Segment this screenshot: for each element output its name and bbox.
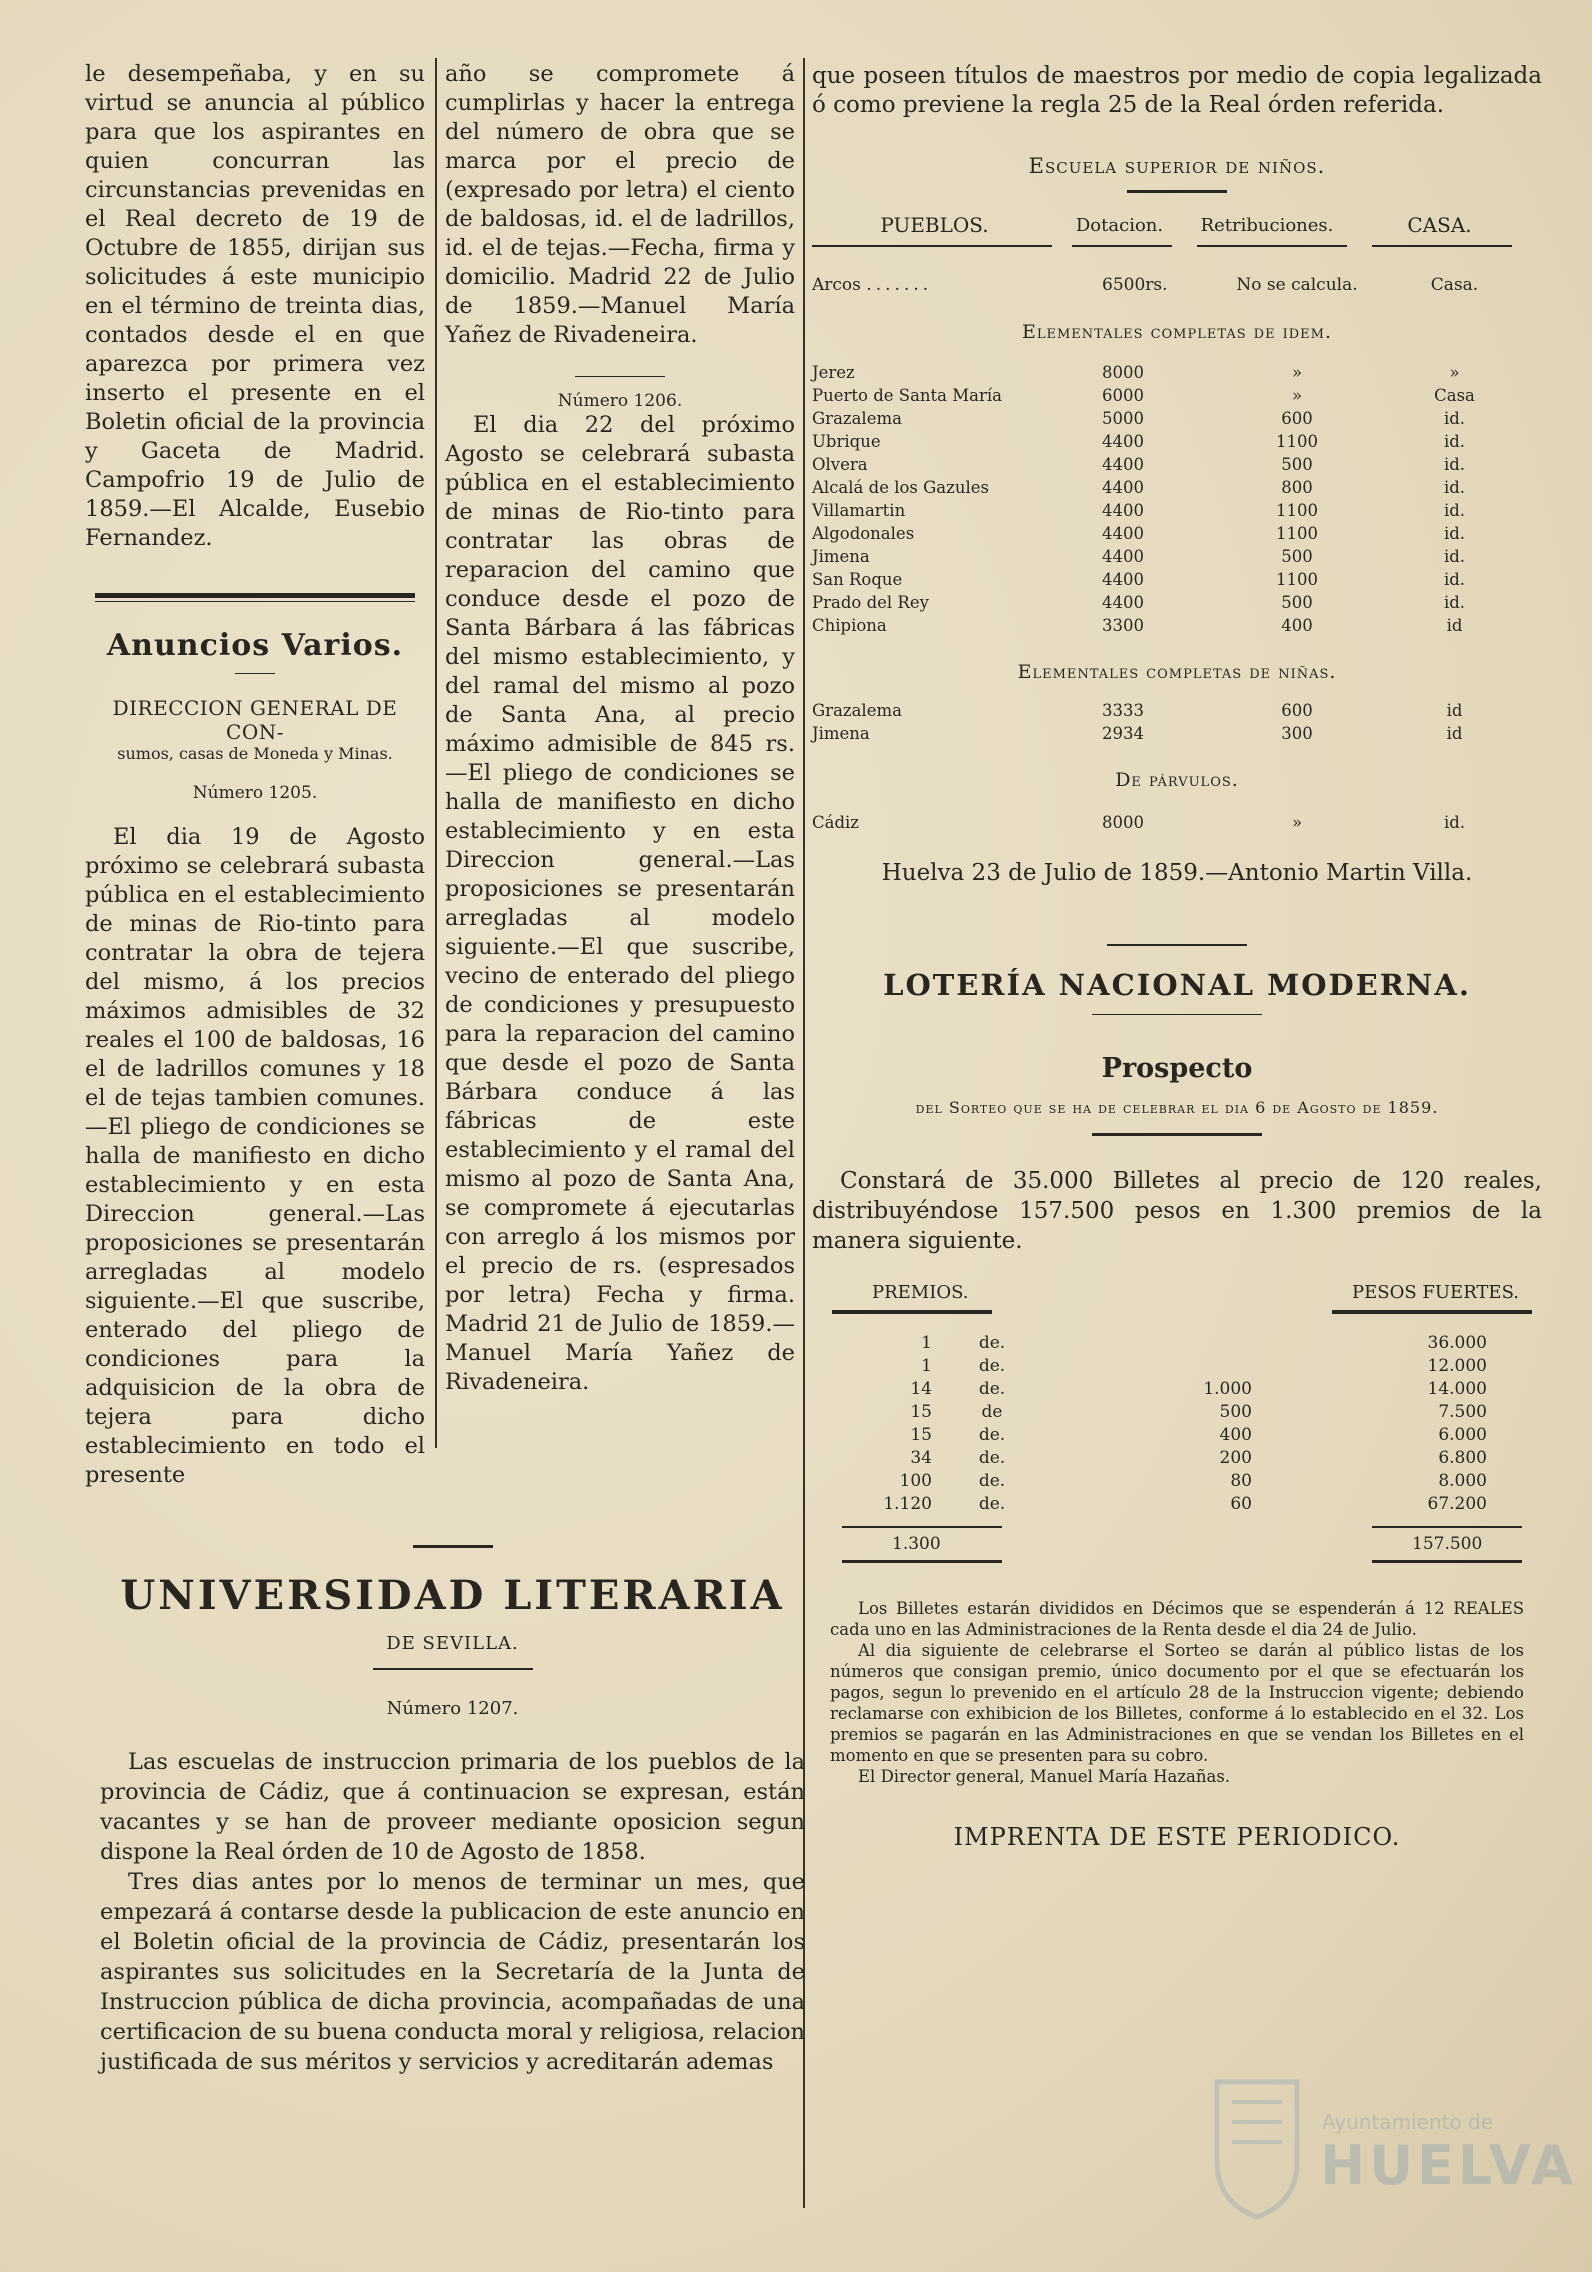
escuela-superior-title: Escuela superior de niños. xyxy=(1028,154,1326,178)
tejera-notice: El dia 19 de Agosto próximo se celebrará subasta pública en el establecimiento de minas de Rio-tinto para contratar la obra de tejera del mismo, á los precios máximos admisibles de 32 reales el 100 de baldosas, 16 el de ladrillos comunes y 18 el de tejas tambien comunes.—El pliego de condiciones se halla de manifiesto en dicho establecimiento y en esta Direccion general.—Las proposiciones se presentarán arregladas al modelo siguiente.—El que suscribe, enterado del pliego de condiciones para la adquisicion de la obra de tejera para dicho establecimiento en todo el presente xyxy=(85,824,425,1488)
premio-amount: 200 xyxy=(1219,1448,1252,1468)
table-row xyxy=(812,522,1527,545)
premio-count: 15 xyxy=(910,1425,932,1445)
total-pesos: 157.500 xyxy=(1412,1534,1483,1554)
dotacion-value: 4400 xyxy=(1102,570,1144,589)
table-row xyxy=(812,591,1527,614)
premios-headers xyxy=(812,1276,1542,1316)
dotacion-value: 4400 xyxy=(1102,478,1144,497)
escuelas-table-header xyxy=(812,213,1527,237)
premio-total: 14.000 xyxy=(1427,1379,1487,1399)
pueblo-name: Arcos xyxy=(812,275,861,295)
premio-de: de. xyxy=(978,1448,1006,1468)
premio-amount: 400 xyxy=(1219,1425,1252,1445)
premio-de: de. xyxy=(978,1333,1006,1353)
premio-de: de. xyxy=(978,1425,1006,1445)
parvulos-title: De párvulos. xyxy=(1115,769,1239,791)
premio-total: 36.000 xyxy=(1427,1333,1487,1353)
premio-total: 7.500 xyxy=(1438,1402,1487,1422)
superior-table xyxy=(812,275,1527,295)
table-row xyxy=(812,407,1527,430)
universidad-rule xyxy=(373,1668,533,1670)
pueblo-name: Villamartin xyxy=(812,501,906,520)
column-2 xyxy=(445,60,795,1397)
premio-amount: 80 xyxy=(1230,1471,1252,1491)
pueblo-name: Cádiz xyxy=(812,813,859,832)
pueblo-name: Grazalema xyxy=(812,409,902,428)
casa-value: id. xyxy=(1443,455,1466,474)
premio-de: de xyxy=(981,1402,1003,1422)
premio-count: 1 xyxy=(921,1356,932,1376)
numero-1207: Número 1207. xyxy=(386,1698,519,1719)
table-row xyxy=(812,1378,1527,1401)
casa-value: id. xyxy=(1443,432,1466,451)
casa-value: id. xyxy=(1443,813,1466,832)
loteria-notes xyxy=(812,1598,1542,1787)
table-row xyxy=(812,614,1527,637)
pueblo-name: Ubrique xyxy=(812,432,881,451)
dotacion-value: 2934 xyxy=(1102,724,1144,743)
casa-value: id. xyxy=(1443,593,1466,612)
premio-de: de. xyxy=(978,1471,1006,1491)
table-row xyxy=(812,1493,1527,1516)
premio-total: 6.000 xyxy=(1438,1425,1487,1445)
watermark-line1: Ayuntamiento de xyxy=(1322,2110,1494,2134)
premio-amount: 60 xyxy=(1230,1494,1252,1514)
billetes-note: Los Billetes estarán divididos en Décimos que se espenderán á 12 REALES cada uno en las Administraciones de la Renta desde el dia 24 de Julio. xyxy=(830,1599,1524,1639)
retribucion-value: 1100 xyxy=(1276,501,1318,520)
casa-value: id. xyxy=(1443,570,1466,589)
casa-value: id. xyxy=(1443,547,1466,566)
universidad-ornament xyxy=(413,1545,493,1548)
premios-totals xyxy=(812,1526,1542,1566)
header-casa: CASA. xyxy=(1407,213,1472,237)
table-row xyxy=(812,384,1527,407)
casa-value: Casa. xyxy=(1430,275,1479,295)
premio-total: 67.200 xyxy=(1427,1494,1487,1514)
pueblo-name: San Roque xyxy=(812,570,903,589)
premio-amount: 1.000 xyxy=(1203,1379,1252,1399)
table-row xyxy=(812,430,1527,453)
header-rules xyxy=(812,237,1542,257)
huelva-signature: Huelva 23 de Julio de 1859.—Antonio Martin Villa. xyxy=(881,860,1473,886)
notice-divider xyxy=(575,376,665,377)
casa-value: Casa xyxy=(1434,386,1475,405)
shield-icon xyxy=(1202,2072,1312,2222)
table-row xyxy=(812,1424,1527,1447)
total-premios: 1.300 xyxy=(892,1534,941,1554)
premio-de: de. xyxy=(978,1356,1006,1376)
pueblo-name: Algodonales xyxy=(812,524,915,543)
escuelas-notice: Las escuelas de instruccion primaria de los pueblos de la provincia de Cádiz, que á continuacion se expresan, están vacantes y se han de proveer mediante oposicion segun dispone la Real órden de 10 de Agosto de 1858. xyxy=(100,1749,805,1865)
pueblo-name: Olvera xyxy=(812,455,868,474)
camino-notice: El dia 22 del próximo Agosto se celebrará subasta pública en el establecimiento de minas de Rio-tinto para contratar las obras de reparacion del camino que conduce desde el pozo de Santa Bárbara á las fábricas del mismo establecimiento, y del ramal del mismo al pozo de Santa Ana, al precio máximo admisible de 845 rs.—El pliego de condiciones se halla de manifiesto en dicho establecimiento y en esta Direccion general.—Las proposiciones se presentarán arregladas al modelo siguiente.—El que suscribe, vecino de enterado del pliego de condiciones y presupuesto para la reparacion del camino que desde el pozo de Santa Bárbara conduce á las fábricas de este establecimiento y el ramal del mismo al pozo de Santa Ana, se compromete á ejecutarlas con arreglo á los mismos por el precio de rs. (espresados por letra) Fecha y firma. Madrid 21 de Julio de 1859.—Manuel María Yañez de Rivadeneira. xyxy=(445,412,795,1395)
dotacion-value: 4400 xyxy=(1102,455,1144,474)
header-retribuciones: Retribuciones. xyxy=(1200,214,1334,236)
numero-1206: Número 1206. xyxy=(557,391,683,411)
dotacion-value: 4400 xyxy=(1102,593,1144,612)
campofrio-notice: le desempeñaba, y en su virtud se anuncia al público para que los aspirantes en quien concurran las circunstancias prevenidas en el Real decreto de 19 de Octubre de 1855, dirijan sus solicitudes á este municipio en el término de treinta dias, contados desde el en que aparezca por primera vez inserto el presente en el Boletin oficial de la provincia y Gaceta de Madrid. Campofrio 19 de Julio de 1859.—El Alcalde, Eusebio Fernandez. xyxy=(85,61,425,551)
madrid-notice: año se compromete á cumplirlas y hacer la entrega del número de obra que se marca por el precio de (expresado por letra) el ciento de baldosas, id. el de ladrillos, id. el de tejas.—Fecha, firma y domicilio. Madrid 22 de Julio de 1859.—Manuel María Yañez de Rivadeneira. xyxy=(445,61,795,348)
table-row xyxy=(812,1470,1527,1493)
table-row: Arcos ....... 6500rs. No se calcula. Casa. xyxy=(812,275,1527,295)
numero-1205: Número 1205. xyxy=(192,783,318,803)
column-rule-1 xyxy=(435,58,437,1448)
retribucion-value: » xyxy=(1291,386,1303,405)
dotacion-value: 4400 xyxy=(1102,501,1144,520)
dotacion-value: 6000 xyxy=(1102,386,1144,405)
elem-ninas-title: Elementales completas de niñas. xyxy=(1017,661,1337,683)
premio-de: de. xyxy=(978,1494,1006,1514)
premio-count: 100 xyxy=(899,1471,932,1491)
prospecto-title: Prospecto xyxy=(1101,1053,1253,1084)
huelva-watermark xyxy=(1202,2072,1577,2232)
dotacion-value: 5000 xyxy=(1102,409,1144,428)
retribucion-value: 500 xyxy=(1281,547,1313,566)
premio-count: 34 xyxy=(910,1448,932,1468)
pueblo-name: Prado del Rey xyxy=(812,593,929,612)
direccion-heading: DIRECCION GENERAL DE CON- xyxy=(112,696,398,744)
pueblo-name: Jerez xyxy=(812,363,855,382)
dotacion-value: 3333 xyxy=(1102,701,1144,720)
title-underline xyxy=(235,673,275,674)
section-title: Anuncios Varios. xyxy=(106,628,404,663)
table-row xyxy=(812,499,1527,522)
casa-value: id xyxy=(1446,724,1463,743)
table-row xyxy=(812,1355,1527,1378)
casa-value: id xyxy=(1446,701,1463,720)
premios-header: PREMIOS. xyxy=(872,1282,969,1303)
premio-total: 12.000 xyxy=(1427,1356,1487,1376)
retribucion-value: 600 xyxy=(1281,409,1313,428)
premio-de: de. xyxy=(978,1379,1006,1399)
retribucion-value: 300 xyxy=(1281,724,1313,743)
retribucion-value: 500 xyxy=(1281,455,1313,474)
premio-count: 14 xyxy=(910,1379,932,1399)
dotacion-value: 3300 xyxy=(1102,616,1144,635)
retribucion-value: 600 xyxy=(1281,701,1313,720)
direccion-subheading: sumos, casas de Moneda y Minas. xyxy=(117,744,393,763)
elem-ninas-table xyxy=(812,699,1527,745)
escuela-ornament xyxy=(1127,190,1227,193)
dotacion-value: 8000 xyxy=(1102,813,1144,832)
retribucion-value: 400 xyxy=(1281,616,1313,635)
universidad-section xyxy=(100,1545,805,2077)
pueblo-name: Alcalá de los Gazules xyxy=(812,478,989,497)
pesos-header: PESOS FUERTES. xyxy=(1352,1282,1519,1303)
loteria-title: LOTERÍA NACIONAL MODERNA. xyxy=(883,968,1471,1002)
table-row xyxy=(812,1401,1527,1424)
constara-text: Constará de 35.000 Billetes al precio de 120 reales, distribuyéndose 157.500 pesos en 1.300 premios de la manera siguiente. xyxy=(812,1168,1542,1254)
pueblo-name: Chipiona xyxy=(812,616,887,635)
retribucion-value: 500 xyxy=(1281,593,1313,612)
imprenta-footer: IMPRENTA DE ESTE PERIODICO. xyxy=(953,1823,1401,1851)
header-dotacion: Dotacion. xyxy=(1075,214,1164,236)
elem-ninos-title: Elementales completas de idem. xyxy=(1021,321,1332,343)
loteria-ornament xyxy=(1107,944,1247,946)
director-signature: El Director general, Manuel María Hazañas. xyxy=(858,1767,1231,1786)
table-row xyxy=(812,722,1527,745)
dotacion-value: 4400 xyxy=(1102,547,1144,566)
table-row xyxy=(812,453,1527,476)
dotacion-value: 8000 xyxy=(1102,363,1144,382)
premio-amount: 500 xyxy=(1219,1402,1252,1422)
table-row xyxy=(812,699,1527,722)
retribucion-value: 1100 xyxy=(1276,570,1318,589)
retribucion-value: 800 xyxy=(1281,478,1313,497)
premio-total: 8.000 xyxy=(1438,1471,1487,1491)
sorteo-line: del Sorteo que se ha de celebrar el dia 6 de Agosto de 1859. xyxy=(915,1098,1439,1117)
universidad-title: UNIVERSIDAD LITERARIA xyxy=(120,1572,785,1619)
premio-amount xyxy=(1052,1355,1252,1378)
table-row xyxy=(812,361,1527,384)
casa-value: id xyxy=(1446,616,1463,635)
aspirantes-notice: Tres dias antes por lo menos de terminar un mes, que empezará á contarse desde la publicacion de este anuncio en el Boletin oficial de la provincia de Cádiz, presentarán los aspirantes sus solicitudes en la Secretaría de la Junta de Instruccion pública de dicha provincia, acompañadas de una certificacion de su buena conducta moral y religiosa, relacion justificada de sus méritos y servicios y acreditarán ademas xyxy=(100,1869,805,2075)
casa-value: id. xyxy=(1443,478,1466,497)
table-row xyxy=(812,545,1527,568)
dotacion-value: 4400 xyxy=(1102,524,1144,543)
retribucion-value: No se calcula. xyxy=(1236,275,1358,295)
header-pueblos: PUEBLOS. xyxy=(880,213,989,237)
universidad-subtitle: DE SEVILLA. xyxy=(386,1633,519,1654)
sorteo-note: Al dia siguiente de celebrarse el Sorteo se darán al público listas de los números que consigan premio, único documento por el que se efectuarán los pagos, segun lo prevenido en el artículo 28 de la Instruccion vigente; debiendo reclamarse con exhibicion de los Billetes, conforme á lo establecido en el 32. Los premios se pagarán en las Administraciones en que se vendan los Billetes en el momento en que se presenten para su cobro. xyxy=(830,1641,1524,1765)
column-3 xyxy=(812,62,1542,1851)
section-rule xyxy=(95,593,415,598)
casa-value: » xyxy=(1449,363,1460,382)
casa-value: id. xyxy=(1443,501,1466,520)
pueblo-name: Jimena xyxy=(812,547,870,566)
premio-count: 1.120 xyxy=(883,1494,932,1514)
retribucion-value: » xyxy=(1291,363,1303,382)
casa-value: id. xyxy=(1443,409,1466,428)
table-row xyxy=(812,1447,1527,1470)
pueblo-name: Jimena xyxy=(812,724,870,743)
loteria-rule xyxy=(1092,1014,1262,1015)
pueblo-name: Grazalema xyxy=(812,701,902,720)
elem-ninos-table xyxy=(812,361,1527,637)
premios-table xyxy=(812,1332,1527,1516)
retribucion-value: 1100 xyxy=(1276,524,1318,543)
table-row xyxy=(812,1332,1527,1355)
section-rule-thin xyxy=(95,601,415,602)
parvulos-table xyxy=(812,811,1527,834)
pueblo-name: Puerto de Santa María xyxy=(812,386,1002,405)
premio-total: 6.800 xyxy=(1438,1448,1487,1468)
table-row xyxy=(812,568,1527,591)
sorteo-ornament xyxy=(1092,1133,1262,1136)
titulos-text: que poseen títulos de maestros por medio de copia legalizada ó como previene la regla 25 de la Real órden referida. xyxy=(812,63,1542,118)
retribucion-value: 1100 xyxy=(1276,432,1318,451)
dotacion-value: 4400 xyxy=(1102,432,1144,451)
casa-value: id. xyxy=(1443,524,1466,543)
table-row xyxy=(812,811,1527,834)
retribucion-value: » xyxy=(1291,813,1303,832)
column-1 xyxy=(85,60,425,1490)
premio-amount xyxy=(1052,1332,1252,1355)
watermark-line2: HUELVA xyxy=(1320,2134,1577,2197)
table-row xyxy=(812,476,1527,499)
premio-count: 15 xyxy=(910,1402,932,1422)
premio-count: 1 xyxy=(921,1333,932,1353)
dotacion-value: 6500rs. xyxy=(1102,275,1168,295)
